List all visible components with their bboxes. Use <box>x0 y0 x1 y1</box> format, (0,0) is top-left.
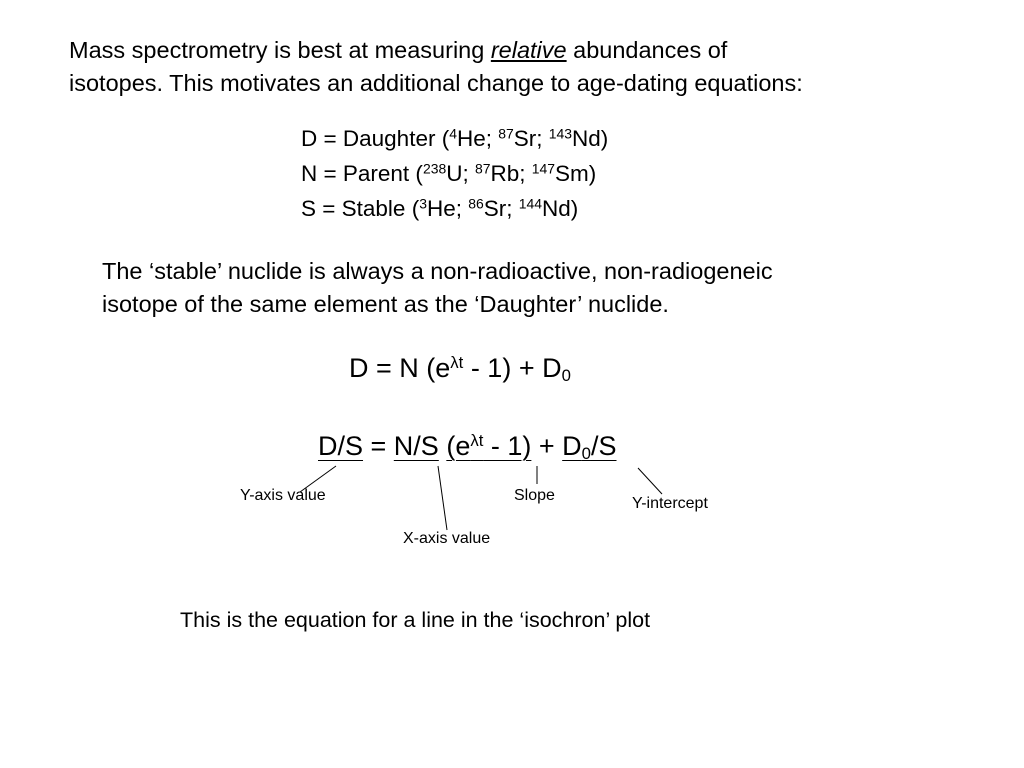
eq2-paren-open: (e <box>446 431 471 461</box>
label-x-axis-value: X-axis value <box>403 530 491 547</box>
isotope-symbol: Nd) <box>572 126 609 151</box>
stable-note-line-2: isotope of the same element as the ‘Daughter’ nuclide. <box>102 291 669 317</box>
mass-number: 238 <box>422 160 447 177</box>
mass-number: 144 <box>518 195 543 212</box>
intro-text: Mass spectrometry is best at measuring <box>69 37 491 63</box>
mass-number: 86 <box>468 195 484 212</box>
eq2-exponent: λt <box>470 430 484 450</box>
eq2-paren-close: - 1) <box>483 431 532 461</box>
emphasis-relative: relative <box>490 37 567 63</box>
stable-note-line-1: The ‘stable’ nuclide is always a non-radioactive, non-radiogeneic <box>102 258 773 284</box>
mass-number: 4 <box>449 125 457 142</box>
def-prefix: N = Parent ( <box>301 161 423 186</box>
isotope-symbol: Sr; <box>483 196 519 221</box>
mass-number: 3 <box>419 195 427 212</box>
mass-number: 147 <box>531 160 556 177</box>
eq1-part-b: - 1) + D <box>463 353 562 383</box>
mass-number: 143 <box>548 125 573 142</box>
eq2-d-subscript: 0 <box>581 444 591 464</box>
intro-text-after: abundances of <box>566 37 728 63</box>
isotope-symbol: He; <box>426 196 469 221</box>
label-y-axis-value: Y-axis value <box>240 487 326 504</box>
def-prefix: D = Daughter ( <box>301 126 450 151</box>
intro-line-2: isotopes. This motivates an additional change to age-dating equations: <box>69 70 803 96</box>
mass-number: 87 <box>498 125 514 142</box>
eq2-d-tail: /S <box>590 431 617 461</box>
leader-x-axis <box>438 466 447 530</box>
eq2-plus: + <box>531 431 563 461</box>
isotope-symbol: U; <box>446 161 475 186</box>
isotope-symbol: Nd) <box>542 196 579 221</box>
eq2-ns-term: N/S <box>393 431 439 461</box>
isotope-symbol: Sm) <box>555 161 597 186</box>
label-y-intercept: Y-intercept <box>632 495 708 512</box>
eq2-d: D <box>562 431 582 461</box>
label-slope: Slope <box>514 487 555 504</box>
mass-number: 87 <box>474 160 491 177</box>
isotope-symbol: Rb; <box>490 161 532 186</box>
leader-y-intercept <box>638 468 662 494</box>
eq2-ds-term: D/S <box>318 431 364 461</box>
eq1-part-a: D = N (e <box>349 353 451 383</box>
eq2-equals: = <box>363 431 394 461</box>
eq1-subscript: 0 <box>561 366 571 386</box>
isochron-note: This is the equation for a line in the ‘isochron’ plot <box>180 608 651 632</box>
def-prefix: S = Stable ( <box>301 196 420 221</box>
eq1-exponent: λt <box>450 352 464 372</box>
isotope-symbol: He; <box>456 126 499 151</box>
isotope-symbol: Sr; <box>513 126 549 151</box>
